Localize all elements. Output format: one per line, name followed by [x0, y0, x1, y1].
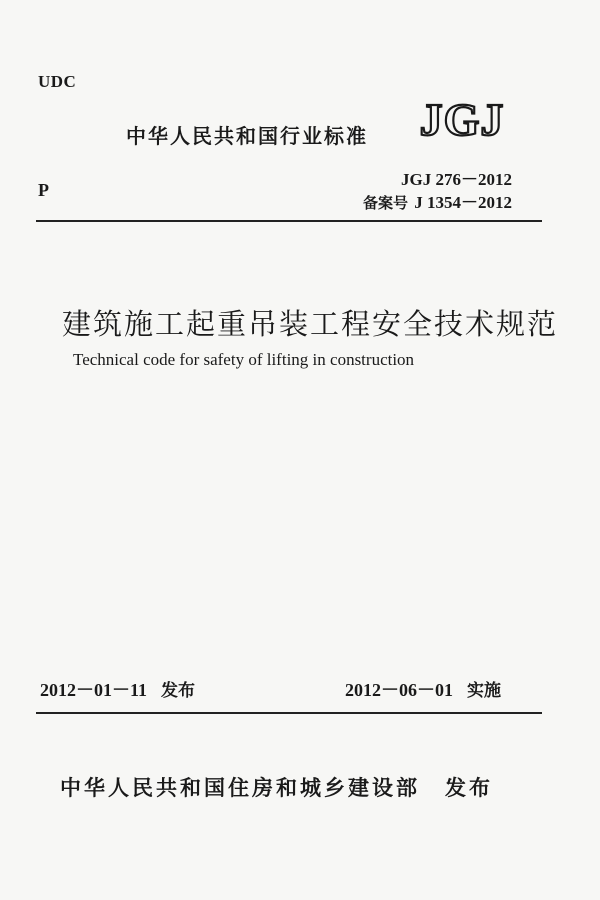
udc-label: UDC [38, 72, 77, 91]
standard-class: 中华人民共和国行业标准 [126, 124, 368, 148]
logo-lettering: JGJ [419, 96, 505, 142]
document-title-chinese: 建筑施工起重吊装工程安全技术规范 [62, 307, 559, 341]
jgj-logo [410, 96, 514, 142]
standard-code-number: JGJ 276－2012 [401, 170, 512, 189]
publisher-name: 中华人民共和国住房和城乡建设部 [60, 776, 420, 800]
record-prefix: 备案号 [362, 194, 408, 212]
effective-date: 2012－06－01 [345, 680, 453, 700]
effective-label: 实施 [467, 681, 501, 701]
top-divider [36, 220, 542, 222]
issue-date-line [40, 676, 195, 702]
document-title-english: Technical code for safety of lifting in construction [73, 350, 415, 369]
issue-label: 发布 [161, 681, 196, 701]
publisher-action: 发布 [445, 776, 493, 800]
record-number [363, 188, 512, 213]
effective-date-line [345, 676, 501, 702]
record-number-value: J 1354－2012 [414, 193, 512, 212]
issue-date: 2012－01－11 [40, 680, 148, 700]
bottom-divider [36, 712, 542, 714]
category-letter: P [38, 180, 49, 200]
